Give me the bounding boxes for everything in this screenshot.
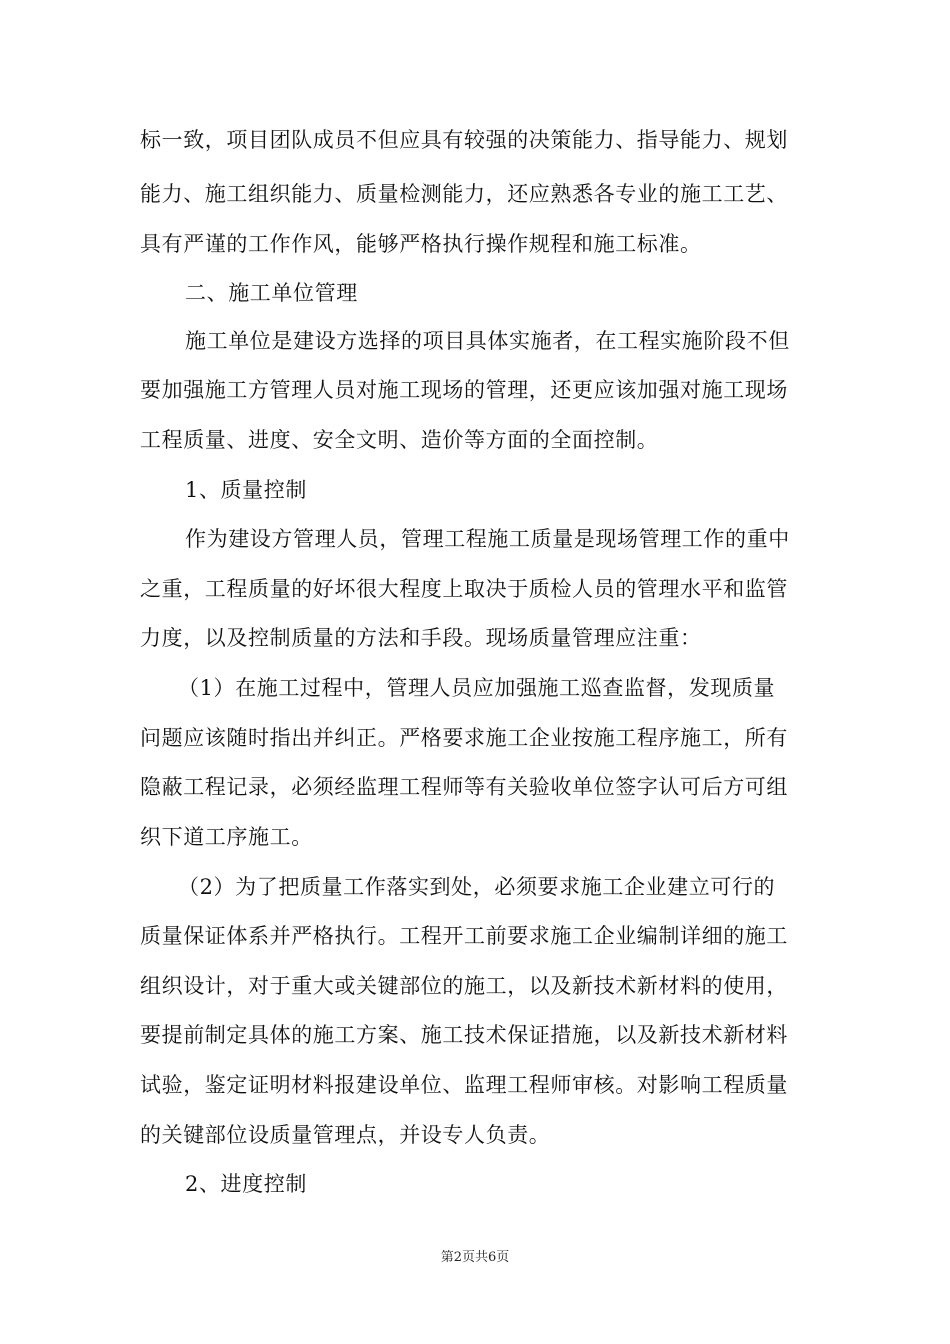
paragraph-line: 织下道工序施工。 (140, 825, 313, 849)
paragraph-line: 的关键部位设质量管理点，并设专人负责。 (140, 1123, 551, 1147)
paragraph-line: 工程质量、进度、安全文明、造价等方面的全面控制。 (140, 428, 659, 452)
paragraph-line: 要加强施工方管理人员对施工现场的管理，还更应该加强对施工现场 (140, 378, 788, 402)
paragraph-line: 问题应该随时指出并纠正。严格要求施工企业按施工程序施工，所有 (140, 726, 788, 750)
paragraph-line: 施工单位是建设方选择的项目具体实施者，在工程实施阶段不但 (185, 329, 790, 353)
paragraph-line: 隐蔽工程记录，必须经监理工程师等有关验收单位签字认可后方可组 (140, 775, 788, 799)
paragraph-line: （2）为了把质量工作落实到处，必须要求施工企业建立可行的 (178, 875, 776, 899)
page-number-footer: 第2页共6页 (440, 1250, 510, 1265)
paragraph-line: 之重，工程质量的好坏很大程度上取决于质检人员的管理水平和监管 (140, 577, 788, 601)
paragraph-line: 能力、施工组织能力、质量检测能力，还应熟悉各专业的施工工艺、 (140, 182, 788, 206)
paragraph-line: 力度，以及控制质量的方法和手段。现场质量管理应注重： (140, 626, 702, 650)
paragraph-line: 标一致，项目团队成员不但应具有较强的决策能力、指导能力、规划 (140, 128, 788, 152)
paragraph-line: 作为建设方管理人员，管理工程施工质量是现场管理工作的重中 (185, 527, 790, 551)
paragraph-line: 质量保证体系并严格执行。工程开工前要求施工企业编制详细的施工 (140, 924, 788, 948)
paragraph-line: 组织设计，对于重大或关键部位的施工，以及新技术新材料的使用， (140, 974, 788, 998)
paragraph-line: 要提前制定具体的施工方案、施工技术保证措施，以及新技术新材料 (140, 1023, 788, 1047)
paragraph-line: 具有严谨的工作作风，能够严格执行操作规程和施工标准。 (140, 232, 702, 256)
paragraph-line: 试验，鉴定证明材料报建设单位、监理工程师审核。对影响工程质量 (140, 1073, 788, 1097)
section-heading: 二、施工单位管理 (185, 281, 358, 305)
subsection-heading: 1、质量控制 (185, 478, 307, 502)
subsection-heading: 2、进度控制 (185, 1172, 307, 1196)
paragraph-line: （1）在施工过程中，管理人员应加强施工巡查监督，发现质量 (178, 676, 776, 700)
